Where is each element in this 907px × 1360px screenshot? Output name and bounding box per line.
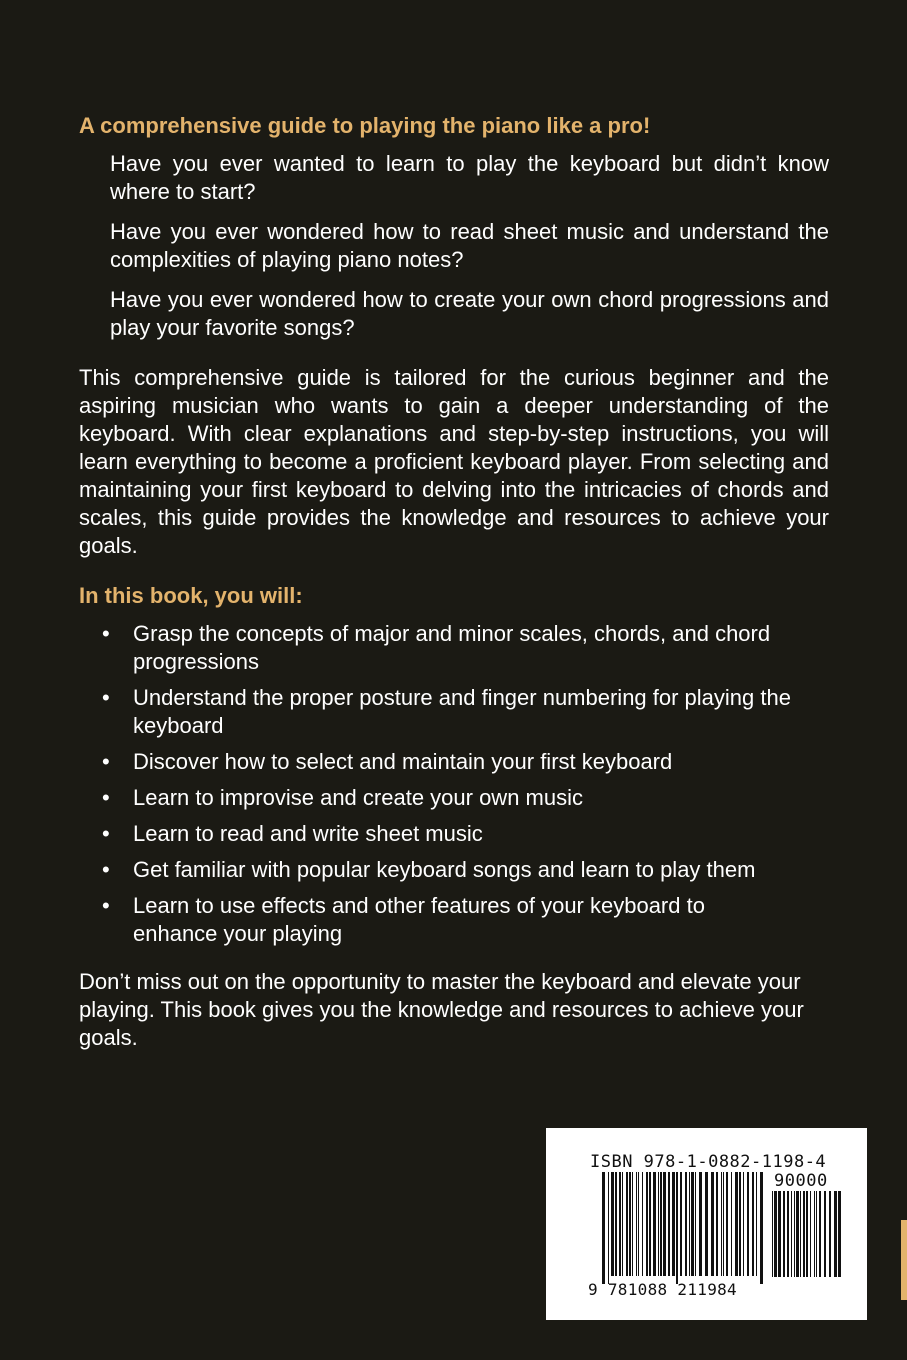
- barcode-bar: [626, 1172, 628, 1276]
- barcode-bar: [695, 1172, 696, 1276]
- barcode-bar: [814, 1191, 815, 1277]
- barcode-bar: [642, 1172, 643, 1276]
- barcode-bar: [721, 1172, 722, 1276]
- barcode-bar: [800, 1191, 801, 1277]
- list-item: [79, 748, 793, 776]
- barcode-bar: [632, 1172, 633, 1276]
- barcode-bar: [660, 1172, 662, 1276]
- barcode-bar: [783, 1191, 785, 1277]
- isbn-barcode: [546, 1128, 867, 1320]
- list-item-text: Learn to use effects and other features of your keyboard to enhance your playing: [133, 893, 705, 946]
- barcode-bar: [810, 1191, 811, 1277]
- barcode-bar: [806, 1191, 808, 1277]
- isbn-label: ISBN 978-1-0882-1198-4: [590, 1152, 827, 1172]
- question-list: [110, 150, 829, 342]
- barcode-bar: [615, 1172, 617, 1276]
- bullet-icon: •: [102, 621, 110, 646]
- barcode-bar: [819, 1191, 821, 1277]
- addon-barcode-bars: [772, 1191, 844, 1285]
- spine-edge-mark: [901, 1220, 907, 1300]
- barcode-bar: [638, 1172, 639, 1276]
- bullet-icon: •: [102, 857, 110, 882]
- barcode-bar: [619, 1172, 621, 1276]
- bullet-icon: •: [102, 749, 110, 774]
- barcode-bar: [778, 1191, 781, 1277]
- list-item-text: Learn to read and write sheet music: [133, 821, 483, 846]
- list-item: [79, 620, 793, 676]
- barcode-bar: [723, 1172, 724, 1276]
- barcode-bar: [794, 1191, 795, 1277]
- intro-paragraph: This comprehensive guide is tailored for the curious beginner and the aspiring musician who wants to gain a deeper understanding of the keyboard. With clear explanations and step-by-step instructions, you will learn everything to become a proficient keyboard player. From selecting and maintaining your first keyboard to delving into the intricacies of chords and scales, this guide provides the knowledge and resources to achieve your goals.: [79, 365, 829, 558]
- list-item: [79, 820, 793, 848]
- barcode-bar: [816, 1191, 817, 1277]
- barcode-bar: [791, 1191, 792, 1277]
- barcode-bar: [622, 1172, 623, 1276]
- barcode-bar: [803, 1191, 805, 1277]
- barcode-bar: [653, 1172, 656, 1276]
- barcode-bar: [824, 1191, 826, 1277]
- barcode-bar: [676, 1172, 678, 1284]
- bullet-icon: •: [102, 821, 110, 846]
- barcode-bar: [672, 1172, 675, 1276]
- barcode-bar: [705, 1172, 708, 1276]
- list-item-text: Discover how to select and maintain your first keyboard: [133, 749, 673, 774]
- barcode-bar: [636, 1172, 637, 1276]
- barcode-bar: [608, 1172, 609, 1284]
- barcode-bar: [646, 1172, 648, 1276]
- barcode-bar: [685, 1172, 687, 1276]
- barcode-bar: [796, 1191, 799, 1277]
- barcode-bars: [602, 1172, 764, 1284]
- barcode-bar: [699, 1172, 702, 1276]
- barcode-bar: [731, 1172, 732, 1276]
- barcode-bar: [689, 1172, 690, 1276]
- barcode-bar: [726, 1172, 728, 1276]
- list-item-text: Get familiar with popular keyboard songs and learn to play them: [133, 857, 756, 882]
- question-3: Have you ever wondered how to create your own chord progressions and play your favorite songs?: [110, 287, 829, 340]
- bullet-icon: •: [102, 685, 110, 710]
- ean-digits: 9 781088 211984: [588, 1280, 737, 1299]
- barcode-bar: [787, 1191, 789, 1277]
- barcode-bar: [747, 1172, 749, 1276]
- list-item: [79, 684, 793, 740]
- question-1: Have you ever wanted to learn to play the keyboard but didn’t know where to start?: [110, 151, 829, 204]
- bullet-icon: •: [102, 893, 110, 918]
- barcode-bar: [658, 1172, 659, 1276]
- feature-list: [79, 620, 829, 948]
- barcode-bar: [743, 1172, 744, 1276]
- cover-heading: A comprehensive guide to playing the piano like a pro!: [79, 113, 651, 138]
- question-2: Have you ever wondered how to read sheet music and understand the complexities of playing piano notes?: [110, 219, 829, 272]
- barcode-bar: [649, 1172, 651, 1276]
- list-item: [79, 784, 793, 812]
- barcode-bar: [760, 1172, 763, 1284]
- barcode-bar: [629, 1172, 631, 1276]
- barcode-bar: [772, 1191, 773, 1277]
- barcode-bar: [756, 1172, 757, 1276]
- back-cover-text: [79, 112, 829, 1052]
- barcode-bar: [739, 1172, 741, 1276]
- barcode-bar: [716, 1172, 718, 1276]
- list-item-text: Understand the proper posture and finger numbering for playing the keyboard: [133, 685, 791, 738]
- barcode-bar: [680, 1172, 682, 1276]
- barcode-bar: [691, 1172, 694, 1276]
- barcode-bar: [752, 1172, 754, 1276]
- list-item: [79, 892, 793, 948]
- barcode-bar: [838, 1191, 841, 1277]
- barcode-bar: [834, 1191, 837, 1277]
- barcode-bar: [735, 1172, 738, 1276]
- price-addon-label: 90000: [774, 1171, 828, 1191]
- list-item-text: Learn to improvise and create your own music: [133, 785, 583, 810]
- barcode-bar: [774, 1191, 777, 1277]
- barcode-bar: [668, 1172, 670, 1276]
- list-item: [79, 856, 793, 884]
- bullet-icon: •: [102, 785, 110, 810]
- barcode-bar: [663, 1172, 666, 1276]
- barcode-bar: [829, 1191, 831, 1277]
- barcode-bar: [602, 1172, 605, 1284]
- barcode-bar: [611, 1172, 614, 1276]
- list-heading: In this book, you will:: [79, 583, 303, 608]
- barcode-bar: [711, 1172, 714, 1276]
- closing-paragraph: Don’t miss out on the opportunity to master the keyboard and elevate your playing. This book gives you the knowledge and resources to achieve your goals.: [79, 969, 804, 1050]
- list-item-text: Grasp the concepts of major and minor scales, chords, and chord progressions: [133, 621, 771, 674]
